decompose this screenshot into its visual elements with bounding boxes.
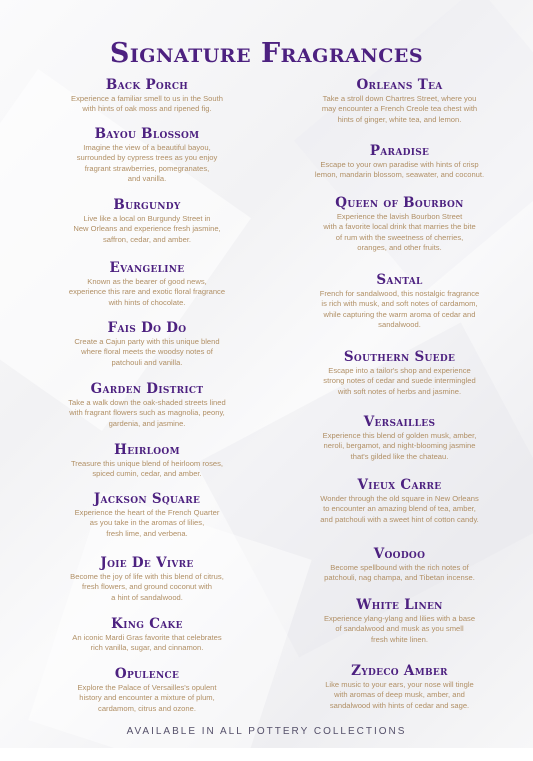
description-line: gardenia, and jasmine. <box>108 418 186 428</box>
description-line: Create a Cajun party with this unique blend <box>74 337 220 346</box>
fragrance-item <box>292 196 507 254</box>
description-line: with hints of chocolate. <box>108 297 186 307</box>
fragrance-name: Back Porch <box>105 77 189 93</box>
description-line: Experience the lavish Bourbon Street <box>336 212 463 221</box>
fragrance-name: Heirloom <box>114 442 180 458</box>
fragrance-description <box>292 212 507 254</box>
description-line: of sandalwood and musk as you smell <box>335 624 464 634</box>
fragrance-name: Santal <box>376 272 423 288</box>
description-line: neroli, bergamot, and night-blooming jasmine <box>323 441 476 451</box>
fragrance-description <box>22 214 272 245</box>
fragrance-description <box>292 680 507 711</box>
description-line: may encounter a French Creole tea chest with <box>321 104 478 114</box>
description-line: Experience ylang-ylang and lilies with a base <box>323 614 476 623</box>
description-line: New Orleans and experience fresh jasmine, <box>73 224 221 234</box>
fragrance-item <box>22 78 272 115</box>
description-line: An iconic Mardi Gras favorite that celebrates <box>72 633 222 642</box>
fragrance-item <box>292 350 507 397</box>
description-line: hints of ginger, white tea, and lemon. <box>337 114 462 124</box>
fragrance-name: Queen of Bourbon <box>335 195 464 211</box>
fragrance-description <box>22 277 272 308</box>
description-line: with a favorite local drink that marries the bite <box>323 222 476 232</box>
description-line: Escape into a tailor's shop and experience <box>328 366 471 375</box>
fragrance-description <box>22 459 272 480</box>
background-facet <box>0 69 251 431</box>
fragrance-item <box>292 78 507 125</box>
fragrance-name: Garden District <box>90 381 204 397</box>
fragrance-item <box>22 382 272 429</box>
fragrance-name: Opulence <box>114 666 180 682</box>
fragrance-name: Evangeline <box>109 260 185 276</box>
fragrance-description <box>292 366 507 397</box>
fragrance-item <box>292 478 507 525</box>
fragrance-name: Orleans Tea <box>356 77 443 93</box>
fragrance-description <box>22 683 272 714</box>
description-line: sandalwood with hints of cedar and sage. <box>329 700 470 710</box>
description-line: lemon, mandarin blossom, seawater, and coconut. <box>314 170 485 180</box>
description-line: surrounded by cypress trees as you enjoy <box>76 153 218 163</box>
description-line: fresh white linen. <box>371 634 428 644</box>
description-line: patchouli, nag champa, and Tibetan incense. <box>324 573 475 583</box>
fragrance-description <box>292 614 507 645</box>
description-line: while capturing the warm aroma of cedar and <box>323 309 476 319</box>
fragrance-description <box>22 572 272 603</box>
description-line: fragrant strawberries, pomegranates, <box>84 163 210 173</box>
fragrance-item <box>22 492 272 539</box>
description-line: with fragrant flowers such as magnolia, peony, <box>69 408 225 418</box>
description-line: Experience a familiar smell to us in the South <box>71 94 223 103</box>
fragrance-description <box>292 94 507 125</box>
fragrance-description <box>292 494 507 525</box>
description-line: and patchouli with a sweet hint of cotton candy. <box>320 514 479 524</box>
description-line: Become spellbound with the rich notes of <box>330 563 469 572</box>
fragrance-item <box>22 261 272 308</box>
fragrance-description <box>22 398 272 429</box>
description-line: Take a stroll down Chartres Street, where you <box>322 94 477 103</box>
description-line: Known as the bearer of good news, <box>87 277 207 286</box>
description-line: Imagine the view of a beautiful bayou, <box>83 143 211 152</box>
fragrance-name: Fais Do Do <box>107 320 187 336</box>
description-line: as you take in the aromas of lilies, <box>89 518 205 528</box>
description-line: with hints of oak moss and ripened fig. <box>82 104 212 114</box>
description-line: sandalwood. <box>378 320 421 330</box>
description-line: Like music to your ears, your nose will tingle <box>325 680 474 689</box>
description-line: of rum with the sweetness of cherries, <box>335 232 464 242</box>
fragrance-name: White Linen <box>356 597 443 613</box>
description-line: Experience the heart of the French Quarter <box>74 508 220 517</box>
description-line: patchouli and vanilla. <box>111 357 183 367</box>
description-line: and vanilla. <box>127 174 167 184</box>
fragrance-name: Southern Suede <box>343 349 456 365</box>
fragrance-item <box>292 547 507 584</box>
description-line: cardamom, citrus and ozone. <box>98 703 196 713</box>
fragrance-item <box>22 198 272 245</box>
description-line: Become the joy of life with this blend of citrus, <box>70 572 224 581</box>
description-line: fresh flowers, and ground coconut with <box>81 582 212 592</box>
fragrance-name: Versailles <box>363 414 436 430</box>
fragrance-item <box>22 667 272 714</box>
fragrance-description <box>292 563 507 584</box>
fragrance-item <box>22 556 272 603</box>
description-line: with soft notes of herbs and jasmine. <box>337 386 462 396</box>
fragrance-name: King Cake <box>111 616 183 632</box>
fragrance-item <box>292 664 507 711</box>
description-line: with aromas of deep musk, amber, and <box>334 690 465 700</box>
fragrance-name: Voodoo <box>373 546 426 562</box>
fragrance-description <box>22 633 272 654</box>
fragrance-item <box>292 144 507 181</box>
description-line: to encounter an amazing blend of tea, amber, <box>323 504 476 514</box>
description-line: rich vanilla, sugar, and cinnamon. <box>90 643 204 653</box>
description-line: saffron, cedar, and amber. <box>102 234 192 244</box>
fragrance-description <box>22 94 272 115</box>
description-line: Live like a local on Burgundy Street in <box>83 214 211 223</box>
fragrance-description <box>22 508 272 539</box>
footer-note: AVAILABLE IN ALL POTTERY COLLECTIONS <box>126 726 407 737</box>
fragrance-item <box>22 443 272 480</box>
description-line: history and encounter a mixture of plum, <box>79 693 215 703</box>
description-line: where floral meets the woodsy notes of <box>81 347 213 357</box>
description-line: Wonder through the old square in New Orleans <box>320 494 479 503</box>
fragrance-name: Paradise <box>369 143 430 159</box>
fragrance-description <box>292 289 507 331</box>
description-line: oranges, and other fruits. <box>357 243 442 253</box>
description-line: French for sandalwood, this nostalgic fragrance <box>319 289 480 298</box>
description-line: Experience this blend of golden musk, amber, <box>322 431 477 440</box>
description-line: spiced cumin, cedar, and amber. <box>92 469 202 479</box>
fragrance-description <box>292 160 507 181</box>
description-line: experience this rare and exotic floral fragrance <box>68 287 226 297</box>
description-line: fresh lime, and verbena. <box>106 528 188 538</box>
description-line: Escape to your own paradise with hints of crisp <box>320 160 479 169</box>
description-line: is rich with musk, and soft notes of cardamom, <box>321 299 478 309</box>
fragrance-name: Vieux Carre <box>357 477 442 493</box>
fragrance-description <box>292 431 507 462</box>
fragrance-item <box>22 617 272 654</box>
fragrance-item <box>292 273 507 331</box>
fragrance-item <box>22 127 272 185</box>
description-line: that's gilded like the chateau. <box>350 451 449 461</box>
fragrance-description <box>22 337 272 368</box>
description-line: strong notes of cedar and suede intermingled <box>323 376 476 386</box>
fragrance-name: Burgundy <box>113 197 181 213</box>
page-title: Signature Fragrances <box>109 38 424 69</box>
fragrance-description <box>22 143 272 185</box>
description-line: Explore the Palace of Versailles's opulent <box>77 683 217 692</box>
fragrance-item <box>22 321 272 368</box>
description-line: Treasure this unique blend of heirloom roses, <box>70 459 224 468</box>
description-line: a hint of sandalwood. <box>111 592 183 602</box>
fragrance-item <box>292 415 507 462</box>
fragrance-name: Bayou Blossom <box>94 126 200 142</box>
description-line: Take a walk down the oak-shaded streets lined <box>68 398 226 407</box>
fragrance-item <box>292 598 507 645</box>
fragrance-name: Joie De Vivre <box>100 555 194 571</box>
fragrance-name: Zydeco Amber <box>351 663 448 679</box>
fragrance-name: Jackson Square <box>93 491 201 507</box>
